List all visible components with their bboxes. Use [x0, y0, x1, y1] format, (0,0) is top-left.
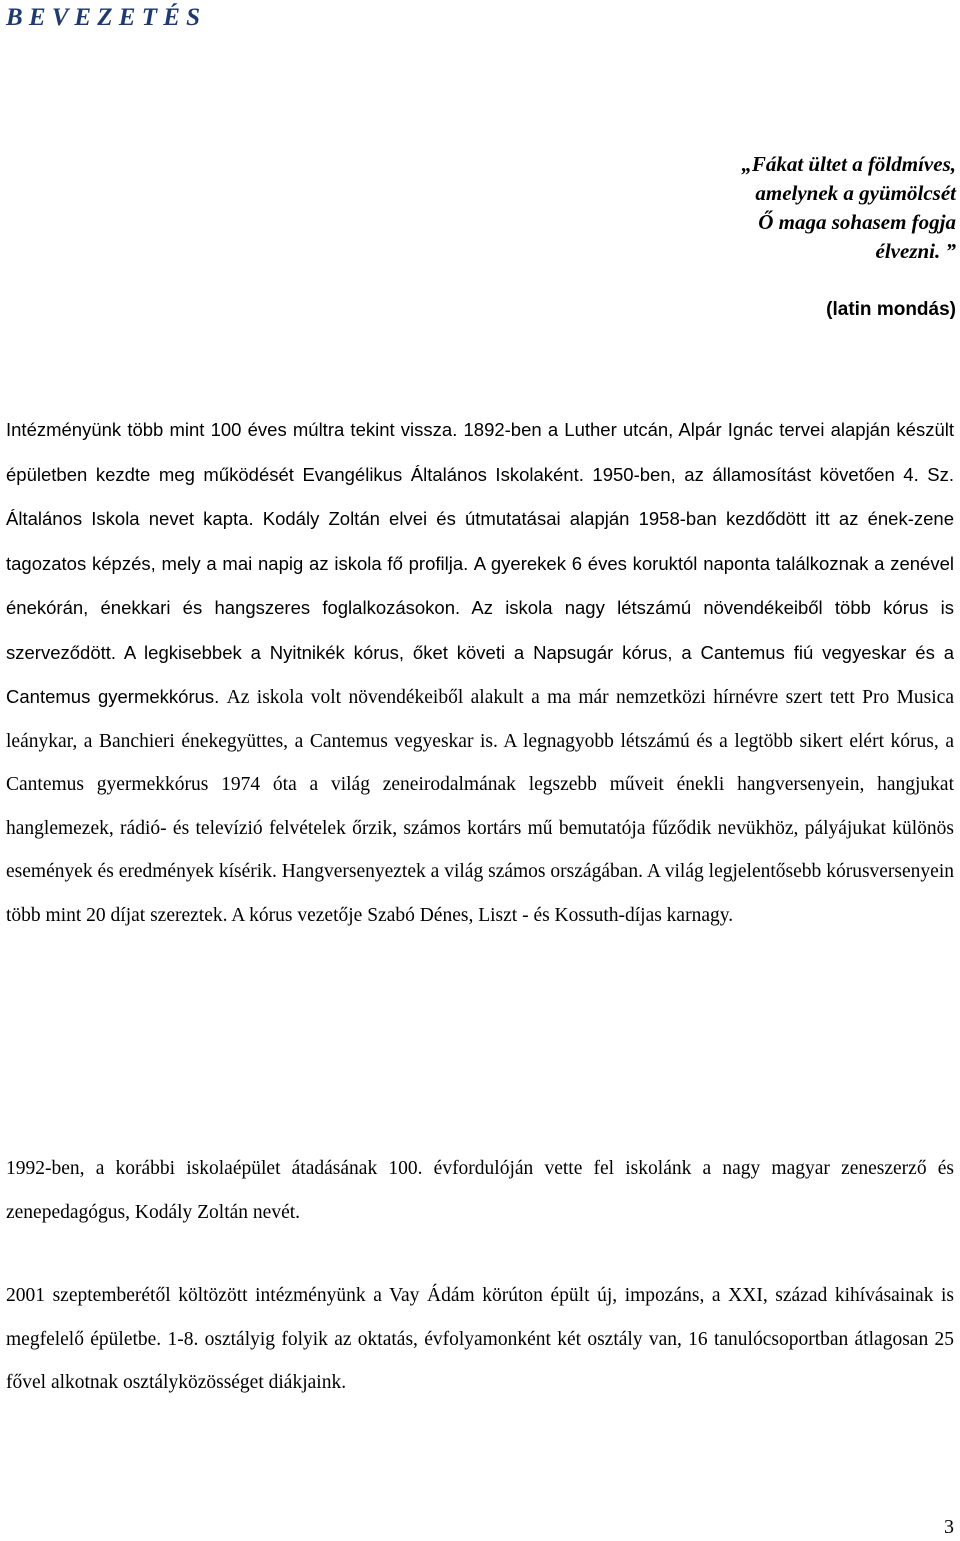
- page-number: 3: [944, 1516, 954, 1538]
- motto-line: „Fákat ültet a földmíves,: [741, 152, 956, 176]
- history-sentence-group: Intézményünk több mint 100 éves múltra tekint vissza. 1892-ben a Luther utcán, Alpár Ignác tervei alapján készült épületben kezdte meg működését Evangélikus Általános Iskolaként. 1950-ben, az államosítást követően 4. Sz. Általános Iskola nevet kapta. Kodály Zoltán elvei és útmutatásai alapján 1958-ban kezdődött itt az ének-zene tagozatos képzés, mely a mai napig az iskola fő profilja.: [6, 419, 954, 574]
- paragraph-history: [6, 408, 954, 937]
- motto-line: élvezni. ”: [875, 239, 956, 263]
- history-sentence-group: Az iskola volt növendékeiből alakult a ma már nemzetközi hírnévre szert tett Pro Musica leánykar, a Banchieri énekegyüttes, a Cantemus vegyeskar is. A legnagyobb létszámú és a legtöbb sikert elért kórus, a Cantemus gyermekkórus 1974 óta a világ zeneirodalmának legszebb műveit énekli hangversenyein, hangjukat hanglemezek, rádió- és televízió felvételek őrzik, számos kortárs mű bemutatója fűződik nevükhöz, pályájukat különös események és eredmények kísérik. Hangversenyeztek a világ számos országában. A világ legjelentősebb kórusversenyein több mint 20 díjat szereztek. A kórus vezetője Szabó Dénes, Liszt - és Kossuth-díjas karnagy.: [6, 687, 954, 926]
- new-building-text: 2001 szeptemberétől költözött intézményünk a Vay Ádám körúton épült új, impozáns, a XXI, század kihívásainak is megfelelő épületbe. 1-8. osztályig folyik az oktatás, évfolyamonként két osztály van, 16 tanulócsoportban átlagosan 25 fővel alkotnak osztályközösséget diákjaink.: [6, 1285, 954, 1393]
- paragraph-new-building: [6, 1274, 954, 1405]
- motto-source: (latin mondás): [826, 299, 956, 320]
- page-heading: B E V E Z E T É S: [6, 4, 201, 31]
- motto-line: amelynek a gyümölcsét: [755, 181, 956, 205]
- motto-line: Ő maga sohasem fogja: [758, 210, 956, 234]
- paragraph-anniversary: [6, 1147, 954, 1234]
- motto-quote: [741, 150, 956, 266]
- history-sentence-group: A gyerekek 6 éves koruktól naponta találkoznak a zenével énekórán, énekkari és hangszeres foglalkozásokon. Az iskola nagy létszámú növendékeiből több kórus is szerveződött. A legkisebbek a Nyitnikék kórus, őket követi a Napsugár kórus, a Cantemus fiú vegyeskar és a Cantemus gyermekkórus.: [6, 552, 954, 707]
- anniversary-text: 1992-ben, a korábbi iskolaépület átadásának 100. évfordulóján vette fel iskolánk a nagy magyar zeneszerző és zenepedagógus, Kodály Zoltán nevét.: [6, 1158, 954, 1223]
